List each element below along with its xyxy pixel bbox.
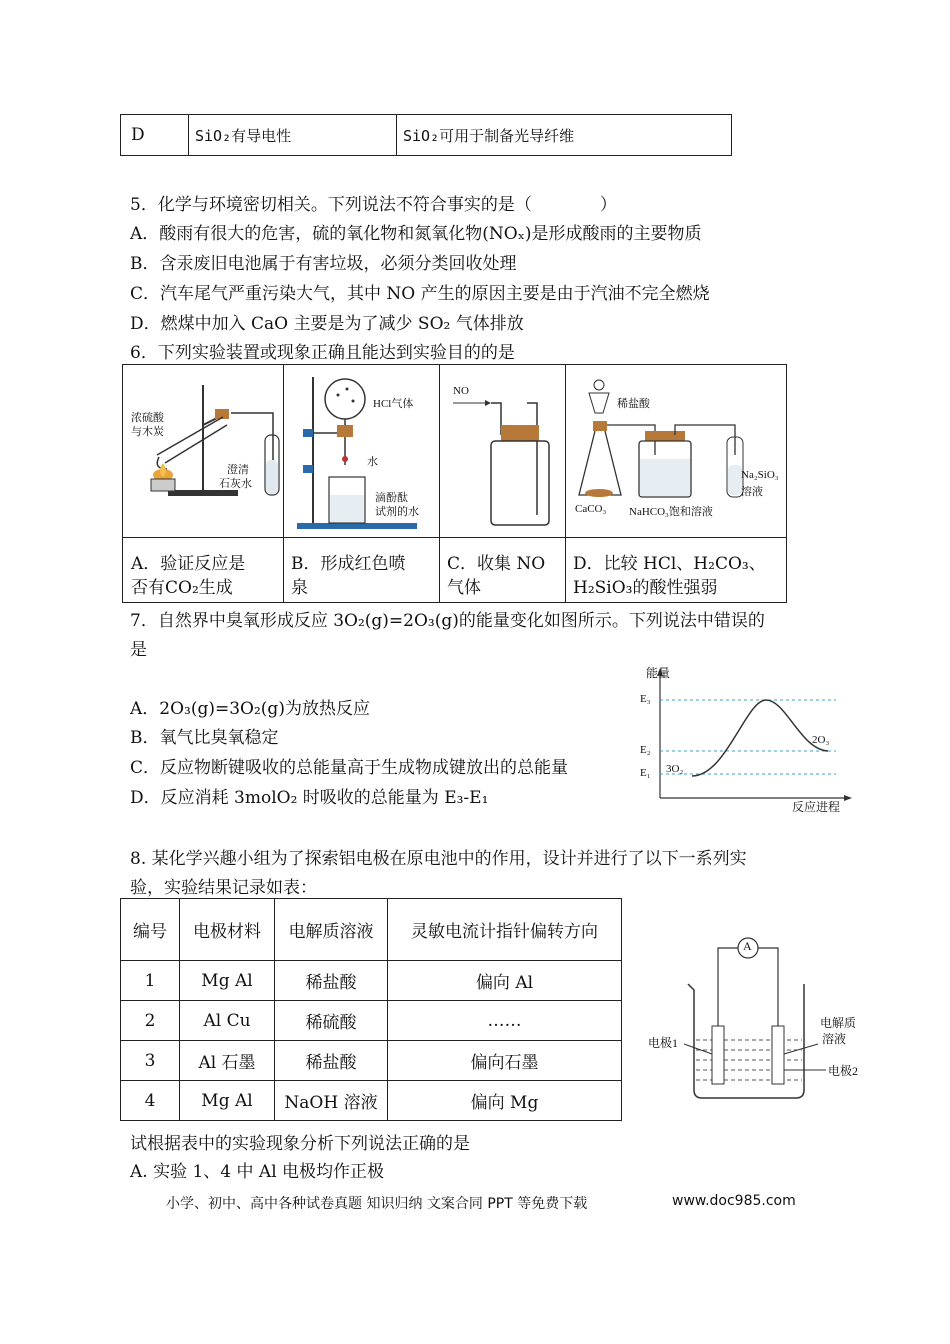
q8-table	[120, 898, 622, 1121]
q8-after-table: 试根据表中的实验现象分析下列说法正确的是	[130, 1134, 470, 1154]
cell-number: 4	[121, 1081, 180, 1121]
energy-product: 2O₃	[812, 734, 830, 746]
fig-c-label-1: NO	[453, 385, 469, 397]
footer-url[interactable]: www.doc985.com	[672, 1193, 796, 1209]
fig-d-label-3: 溶液	[741, 486, 763, 498]
energy-ylabel: 能量	[646, 666, 671, 680]
energy-e2: E₂	[640, 744, 651, 756]
cell-electrolyte: 稀盐酸	[275, 961, 388, 1001]
energy-xlabel: 反应进程	[792, 800, 841, 814]
cell-number: 3	[121, 1041, 180, 1081]
q7-option-b: B．氧气比臭氧稳定	[130, 728, 279, 748]
q7-option-a: A．2O₃(g)=3O₂(g)为放热反应	[130, 699, 370, 719]
header-cell: 灵敏电流计指针偏转方向	[388, 899, 622, 961]
electrolyte-label-1: 电解质	[820, 1016, 857, 1030]
q8-stem-1: 8. 某化学兴趣小组为了探索铝电极在原电池中的作用，设计并进行了以下一系列实	[130, 849, 747, 869]
fig-b-label-1: HCl气体	[373, 398, 414, 410]
table-row	[121, 1081, 622, 1121]
fig-a-label-1: 浓硫酸	[131, 412, 164, 424]
cell-number: 1	[121, 961, 180, 1001]
q5-option-c: C．汽车尾气严重污染大气，其中 NO 产生的原因主要是由于汽油不完全燃烧	[130, 284, 710, 304]
header-cell: 电解质溶液	[275, 899, 388, 961]
fig-a-label-3: 澄清	[227, 464, 249, 476]
ammeter-label: A	[743, 939, 752, 953]
row-d-label: D	[121, 115, 189, 156]
fig-d-label-2: Na₂SiO₃	[741, 469, 779, 481]
row-d-use: SiO₂可用于制备光导纤维	[397, 115, 732, 156]
row-d-property: SiO₂有导电性	[189, 115, 397, 156]
fig-a-label-4: 石灰水	[219, 478, 252, 490]
fig-b-label-3: 滴酚酞	[375, 492, 408, 504]
electrolyte-label-2: 溶液	[822, 1032, 847, 1046]
fig-b-label-4: 试剂的水	[375, 506, 419, 518]
q6-figure-table	[122, 364, 787, 603]
q6-option-b-2: 泉	[291, 578, 308, 598]
table-row	[121, 961, 622, 1001]
apparatus-a-icon	[123, 365, 283, 537]
row-d-table	[120, 114, 732, 156]
fig-d-label-4: CaCO₃	[575, 503, 607, 515]
energy-e3: E₃	[640, 693, 651, 705]
cell-electrolyte: NaOH 溶液	[275, 1081, 388, 1121]
q6-option-b-1: B．形成红色喷	[291, 554, 406, 574]
footer-text: 小学、初中、高中各种试卷真题 知识归纳 文案合同 PPT 等免费下载	[166, 1196, 588, 1212]
q6-option-c-2: 气体	[447, 578, 481, 598]
energy-reactant: 3O₂	[666, 763, 684, 775]
q6-option-c-1: C．收集 NO	[447, 554, 546, 574]
cell-number: 2	[121, 1001, 180, 1041]
q6-option-a-2: 否有CO₂生成	[131, 578, 233, 598]
fig-b-label-2: 水	[367, 456, 378, 468]
q6-stem: 6．下列实验装置或现象正确且能达到实验目的的是	[130, 343, 515, 363]
q6-option-a-1: A．验证反应是	[131, 554, 246, 574]
table-row	[121, 1041, 622, 1081]
cell-deflection: ……	[388, 1001, 622, 1041]
header-cell: 电极材料	[180, 899, 275, 961]
electrode-1-label: 电极1	[648, 1036, 679, 1050]
cell-deflection: 偏向 Mg	[388, 1081, 622, 1121]
q5-stem: 5．化学与环境密切相关。下列说法不符合事实的是（ ）	[130, 195, 617, 215]
cell-electrolyte: 稀盐酸	[275, 1041, 388, 1081]
q7-option-c: C．反应物断键吸收的总能量高于生成物成键放出的总能量	[130, 758, 569, 778]
q8-option-a: A. 实验 1、4 中 Al 电极均作正极	[130, 1162, 385, 1182]
q6-option-d-2: H₂SiO₃的酸性强弱	[573, 578, 718, 598]
table-header-row	[121, 899, 622, 961]
q5-option-b: B．含汞废旧电池属于有害垃圾，必须分类回收处理	[130, 254, 517, 274]
table-row	[121, 1001, 622, 1041]
electrode-2-label: 电极2	[828, 1064, 859, 1078]
cell-electrode: Al 石墨	[180, 1041, 275, 1081]
cell-deflection: 偏向石墨	[388, 1041, 622, 1081]
q6-option-d-1: D．比较 HCl、H₂CO₃、	[573, 554, 766, 574]
cell-electrode: Mg Al	[180, 1081, 275, 1121]
fig-d-label-1: 稀盐酸	[617, 398, 650, 410]
q8-stem-2: 验，实验结果记录如表：	[130, 878, 317, 898]
cell-electrode: Mg Al	[180, 961, 275, 1001]
q5-option-a: A．酸雨有很大的危害，硫的氧化物和氮氧化物(NOₓ)是形成酸雨的主要物质	[130, 224, 702, 244]
header-cell: 编号	[121, 899, 180, 961]
fig-a-label-2: 与木炭	[131, 426, 164, 438]
q5-option-d: D．燃煤中加入 CaO 主要是为了减少 SO₂ 气体排放	[130, 314, 524, 334]
q7-stem-2: 是	[130, 640, 147, 660]
cell-electrolyte: 稀硫酸	[275, 1001, 388, 1041]
cell-electrode: Al Cu	[180, 1001, 275, 1041]
q7-stem-1: 7．自然界中臭氧形成反应 3O₂(g)=2O₃(g)的能量变化如图所示。下列说法中错误的	[130, 611, 765, 631]
fig-d-label-5: NaHCO₃饱和溶液	[629, 506, 713, 518]
cell-deflection: 偏向 Al	[388, 961, 622, 1001]
q7-option-d: D．反应消耗 3molO₂ 时吸收的总能量为 E₃-E₁	[130, 788, 489, 808]
energy-e1: E₁	[640, 767, 651, 779]
